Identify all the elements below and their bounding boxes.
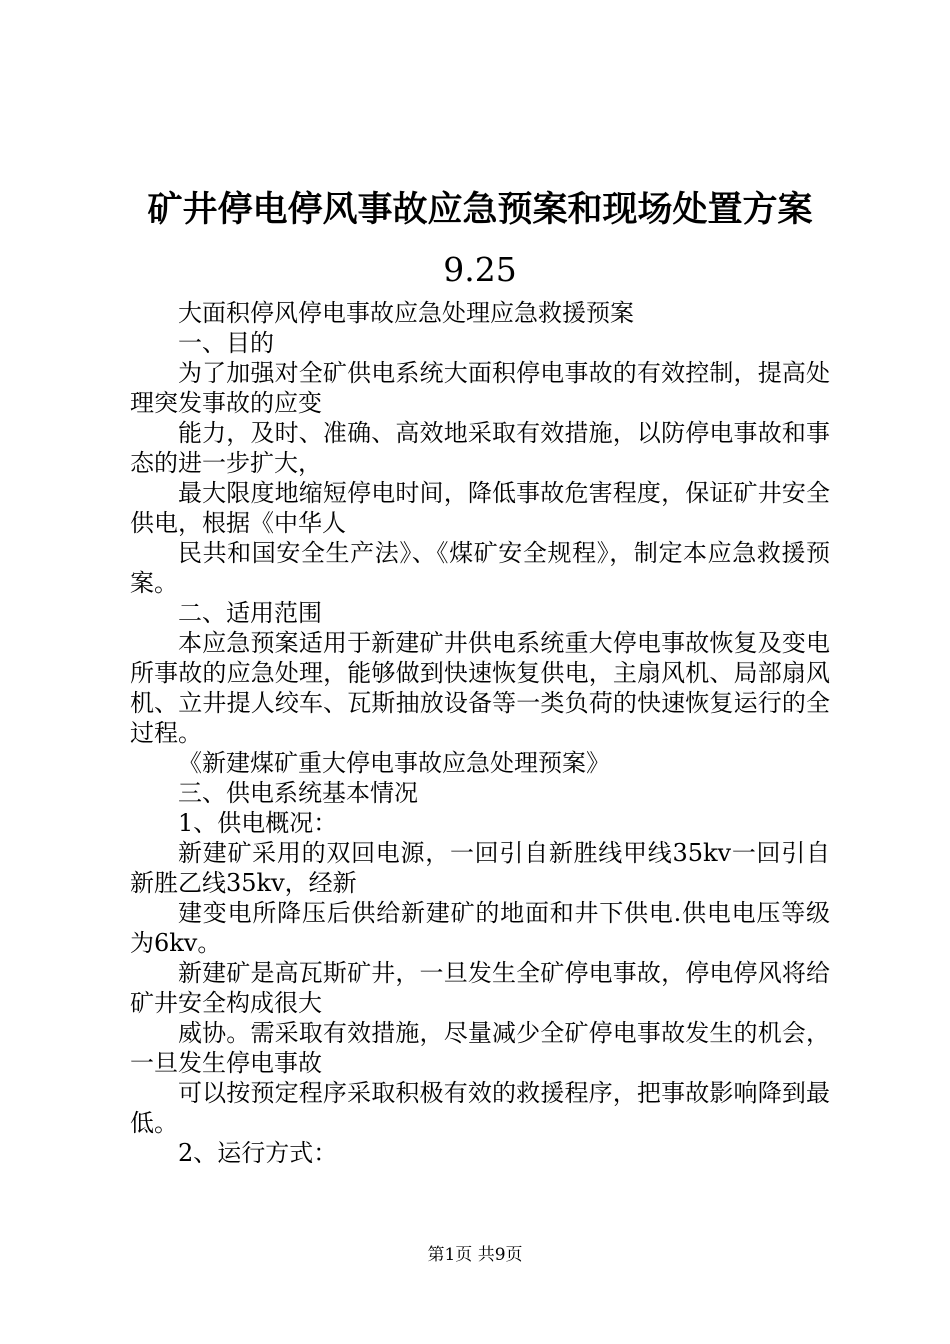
paragraph: 可以按预定程序采取积极有效的救援程序，把事故影响降到最低。 [130, 1079, 830, 1137]
heading-scope: 二、适用范围 [178, 599, 322, 627]
heading-purpose: 一、目的 [178, 329, 274, 357]
subheading-operation-mode: 2、运行方式： [178, 1139, 338, 1167]
subheading-power-overview: 1、供电概况： [178, 809, 338, 837]
paragraph: 建变电所降压后供给新建矿的地面和井下供电.供电电压等级为6kv。 [130, 899, 830, 957]
paragraph: 民共和国安全生产法》、《煤矿安全规程》，制定本应急救援预案。 [130, 539, 830, 597]
document-title: 矿井停电停风事故应急预案和现场处置方案 [147, 189, 813, 230]
page-number: 第1页 共9页 [427, 1245, 523, 1265]
paragraph: 威协。需采取有效措施，尽量减少全矿停电事故发生的机会，一旦发生停电事故 [130, 1019, 830, 1077]
heading-plan-name: 大面积停风停电事故应急处理应急救援预案 [178, 299, 634, 327]
paragraph: 《新建煤矿重大停电事故应急处理预案》 [178, 749, 610, 777]
paragraph: 新建矿是高瓦斯矿井，一旦发生全矿停电事故，停电停风将给矿井安全构成很大 [130, 959, 830, 1017]
document-body [130, 298, 830, 1168]
paragraph: 本应急预案适用于新建矿井供电系统重大停电事故恢复及变电所事故的应急处理，能够做到快速恢复供电，主扇风机、局部扇风机、立井提人绞车、瓦斯抽放设备等一类负荷的快速恢复运行的全过程。 [130, 629, 830, 747]
paragraph: 最大限度地缩短停电时间，降低事故危害程度，保证矿井安全供电，根据《中华人 [130, 479, 830, 537]
paragraph: 新建矿采用的双回电源，一回引自新胜线甲线35kv一回引自新胜乙线35kv，经新 [130, 839, 830, 897]
paragraph: 能力，及时、准确、高效地采取有效措施，以防停电事故和事态的进一步扩大， [130, 419, 830, 477]
paragraph: 为了加强对全矿供电系统大面积停电事故的有效控制，提高处理突发事故的应变 [130, 359, 830, 417]
document-title-suffix: 9.25 [443, 250, 517, 289]
heading-power-system: 三、供电系统基本情况 [178, 779, 418, 807]
